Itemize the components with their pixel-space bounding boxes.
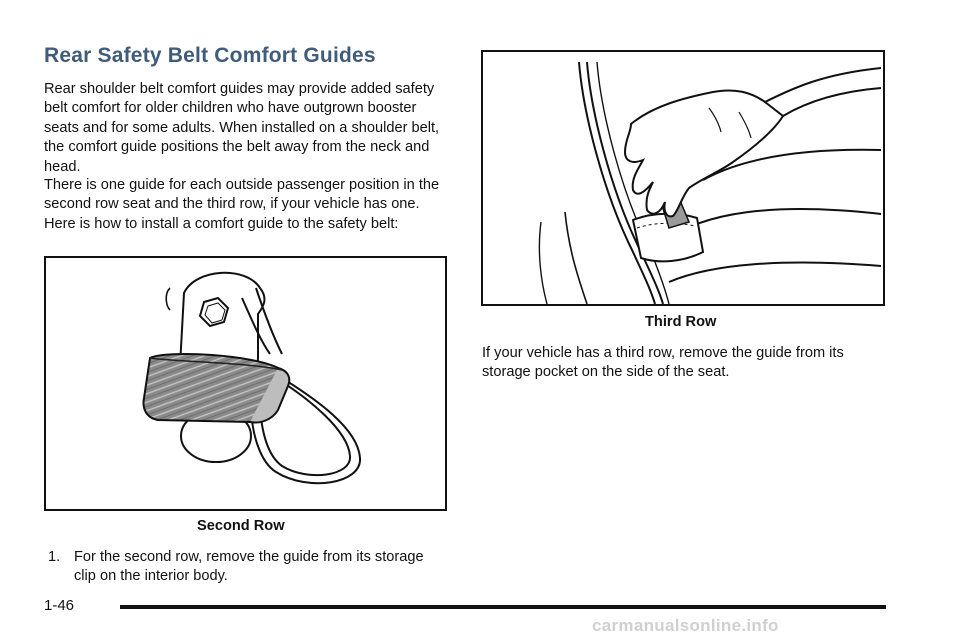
footer-rule: [120, 605, 886, 609]
third-row-caption: Third Row: [645, 314, 717, 330]
third-row-illustration: [481, 50, 885, 306]
second-row-caption: Second Row: [197, 518, 285, 534]
guide-info-paragraph: There is one guide for each outside passenger position in the second row seat and the third row, if your vehicle has one. Here is how to install a comfort guide to the safety belt:: [44, 177, 440, 232]
second-row-illustration: [44, 256, 447, 511]
page-title: Rear Safety Belt Comfort Guides: [44, 44, 376, 67]
page-number: 1-46: [44, 597, 75, 614]
hand-removing-guide-drawing: [483, 52, 883, 304]
intro-paragraph: Rear shoulder belt comfort guides may provide added safety belt comfort for older children who have outgrown booster seats and for some adults. When installed on a shoulder belt, the comfort guide positions the belt away from the neck and head.: [44, 81, 440, 175]
site-watermark: carmanualsonline.info: [592, 616, 779, 635]
step-text: For the second row, remove the guide from its storage clip on the interior body.: [74, 549, 424, 585]
third-row-paragraph: If your vehicle has a third row, remove the guide from its storage pocket on the side of the seat.: [482, 345, 844, 381]
step-number: 1.: [48, 549, 61, 565]
comfort-guide-clip-drawing: [46, 258, 445, 509]
